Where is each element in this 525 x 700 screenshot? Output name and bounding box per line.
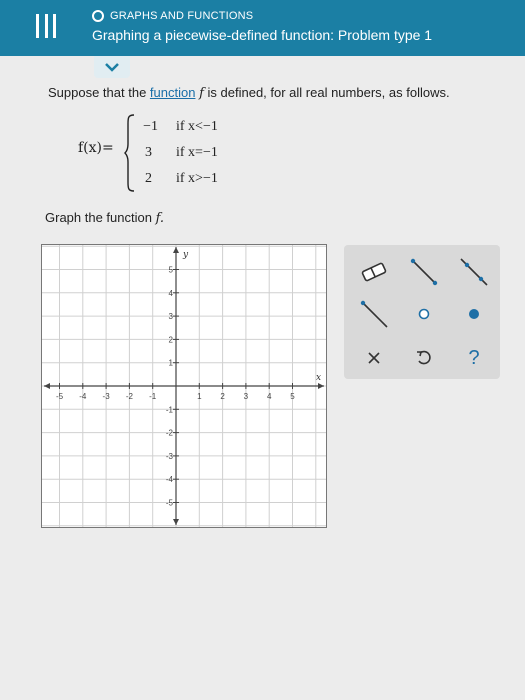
y-axis-label: y: [183, 250, 189, 260]
topic-label: GRAPHS AND FUNCTIONS: [110, 10, 254, 22]
x-tick-label: 3: [243, 392, 249, 401]
y-tick-label: 2: [168, 335, 173, 345]
collapse-toggle[interactable]: [94, 56, 130, 78]
close-icon: [367, 351, 381, 365]
segment-icon: [409, 257, 439, 287]
open-point-icon: [416, 306, 432, 322]
coordinate-grid[interactable]: [42, 245, 326, 527]
topic-row: [92, 10, 253, 22]
line-icon: [459, 257, 489, 287]
function-lhs: f(x)=: [78, 140, 114, 156]
instruction-var: f.: [155, 211, 165, 226]
clear-button[interactable]: [356, 341, 392, 375]
prompt-text-end: is defined, for all real numbers, as follows.: [203, 85, 450, 100]
x-tick-label: 5: [290, 392, 295, 401]
chevron-down-icon: [105, 62, 119, 72]
x-tick-label: 4: [266, 392, 272, 401]
graph-instruction: [45, 210, 164, 226]
x-axis-arrow-left: [44, 383, 50, 389]
open-point-tool[interactable]: [406, 297, 442, 331]
ray-icon: [359, 299, 389, 329]
y-axis-arrow-down: [173, 519, 179, 525]
prompt-text-start: Suppose that the: [48, 85, 150, 100]
case-1-value: −1: [143, 119, 158, 134]
case-1-condition: if x<−1: [176, 119, 218, 134]
function-link[interactable]: function: [149, 85, 196, 100]
x-tick-label: -4: [79, 392, 87, 401]
graph-toolbox: [344, 245, 500, 379]
eraser-icon: [360, 260, 388, 284]
menu-icon[interactable]: [36, 14, 56, 38]
y-tick-label: -3: [165, 451, 173, 461]
undo-icon: [415, 349, 433, 367]
eraser-tool[interactable]: [356, 255, 392, 289]
ray-tool[interactable]: [356, 297, 392, 331]
x-tick-label: -3: [102, 392, 110, 401]
y-axis-arrow-up: [173, 247, 179, 253]
help-button[interactable]: [456, 341, 492, 375]
x-tick-label: -2: [125, 392, 133, 401]
topic-circle-icon: [92, 10, 104, 22]
undo-button[interactable]: [406, 341, 442, 375]
y-tick-label: 3: [168, 312, 173, 322]
prompt-var: f: [199, 86, 204, 101]
x-tick-label: -1: [149, 392, 157, 401]
case-3-condition: if x>−1: [176, 171, 218, 186]
x-axis-label: x: [316, 373, 322, 383]
y-tick-label: -5: [165, 498, 173, 508]
x-axis-arrow-right: [318, 383, 324, 389]
x-tick-label: 1: [197, 392, 202, 401]
closed-point-tool[interactable]: [456, 297, 492, 331]
x-tick-label: -5: [55, 392, 64, 401]
instruction-text: Graph the function: [45, 210, 156, 225]
problem-prompt: [48, 85, 450, 101]
page-title: Graphing a piecewise-defined function: Problem type 1: [92, 27, 433, 43]
closed-point-icon: [466, 306, 482, 322]
y-tick-label: -4: [165, 475, 173, 485]
line-tool[interactable]: [456, 255, 492, 289]
y-tick-label: 4: [168, 288, 173, 298]
case-2-value: 3: [145, 145, 152, 160]
help-icon: ?: [468, 346, 480, 369]
y-tick-label: -2: [165, 428, 173, 438]
case-3-value: 2: [145, 171, 152, 186]
x-tick-label: 2: [220, 392, 225, 401]
header-bar: [0, 0, 525, 56]
case-2-condition: if x=−1: [176, 145, 218, 160]
y-tick-label: 5: [168, 265, 173, 275]
graph-panel[interactable]: [41, 244, 327, 528]
y-tick-label: -1: [165, 405, 173, 415]
y-tick-label: 1: [168, 358, 173, 368]
segment-tool[interactable]: [406, 255, 442, 289]
